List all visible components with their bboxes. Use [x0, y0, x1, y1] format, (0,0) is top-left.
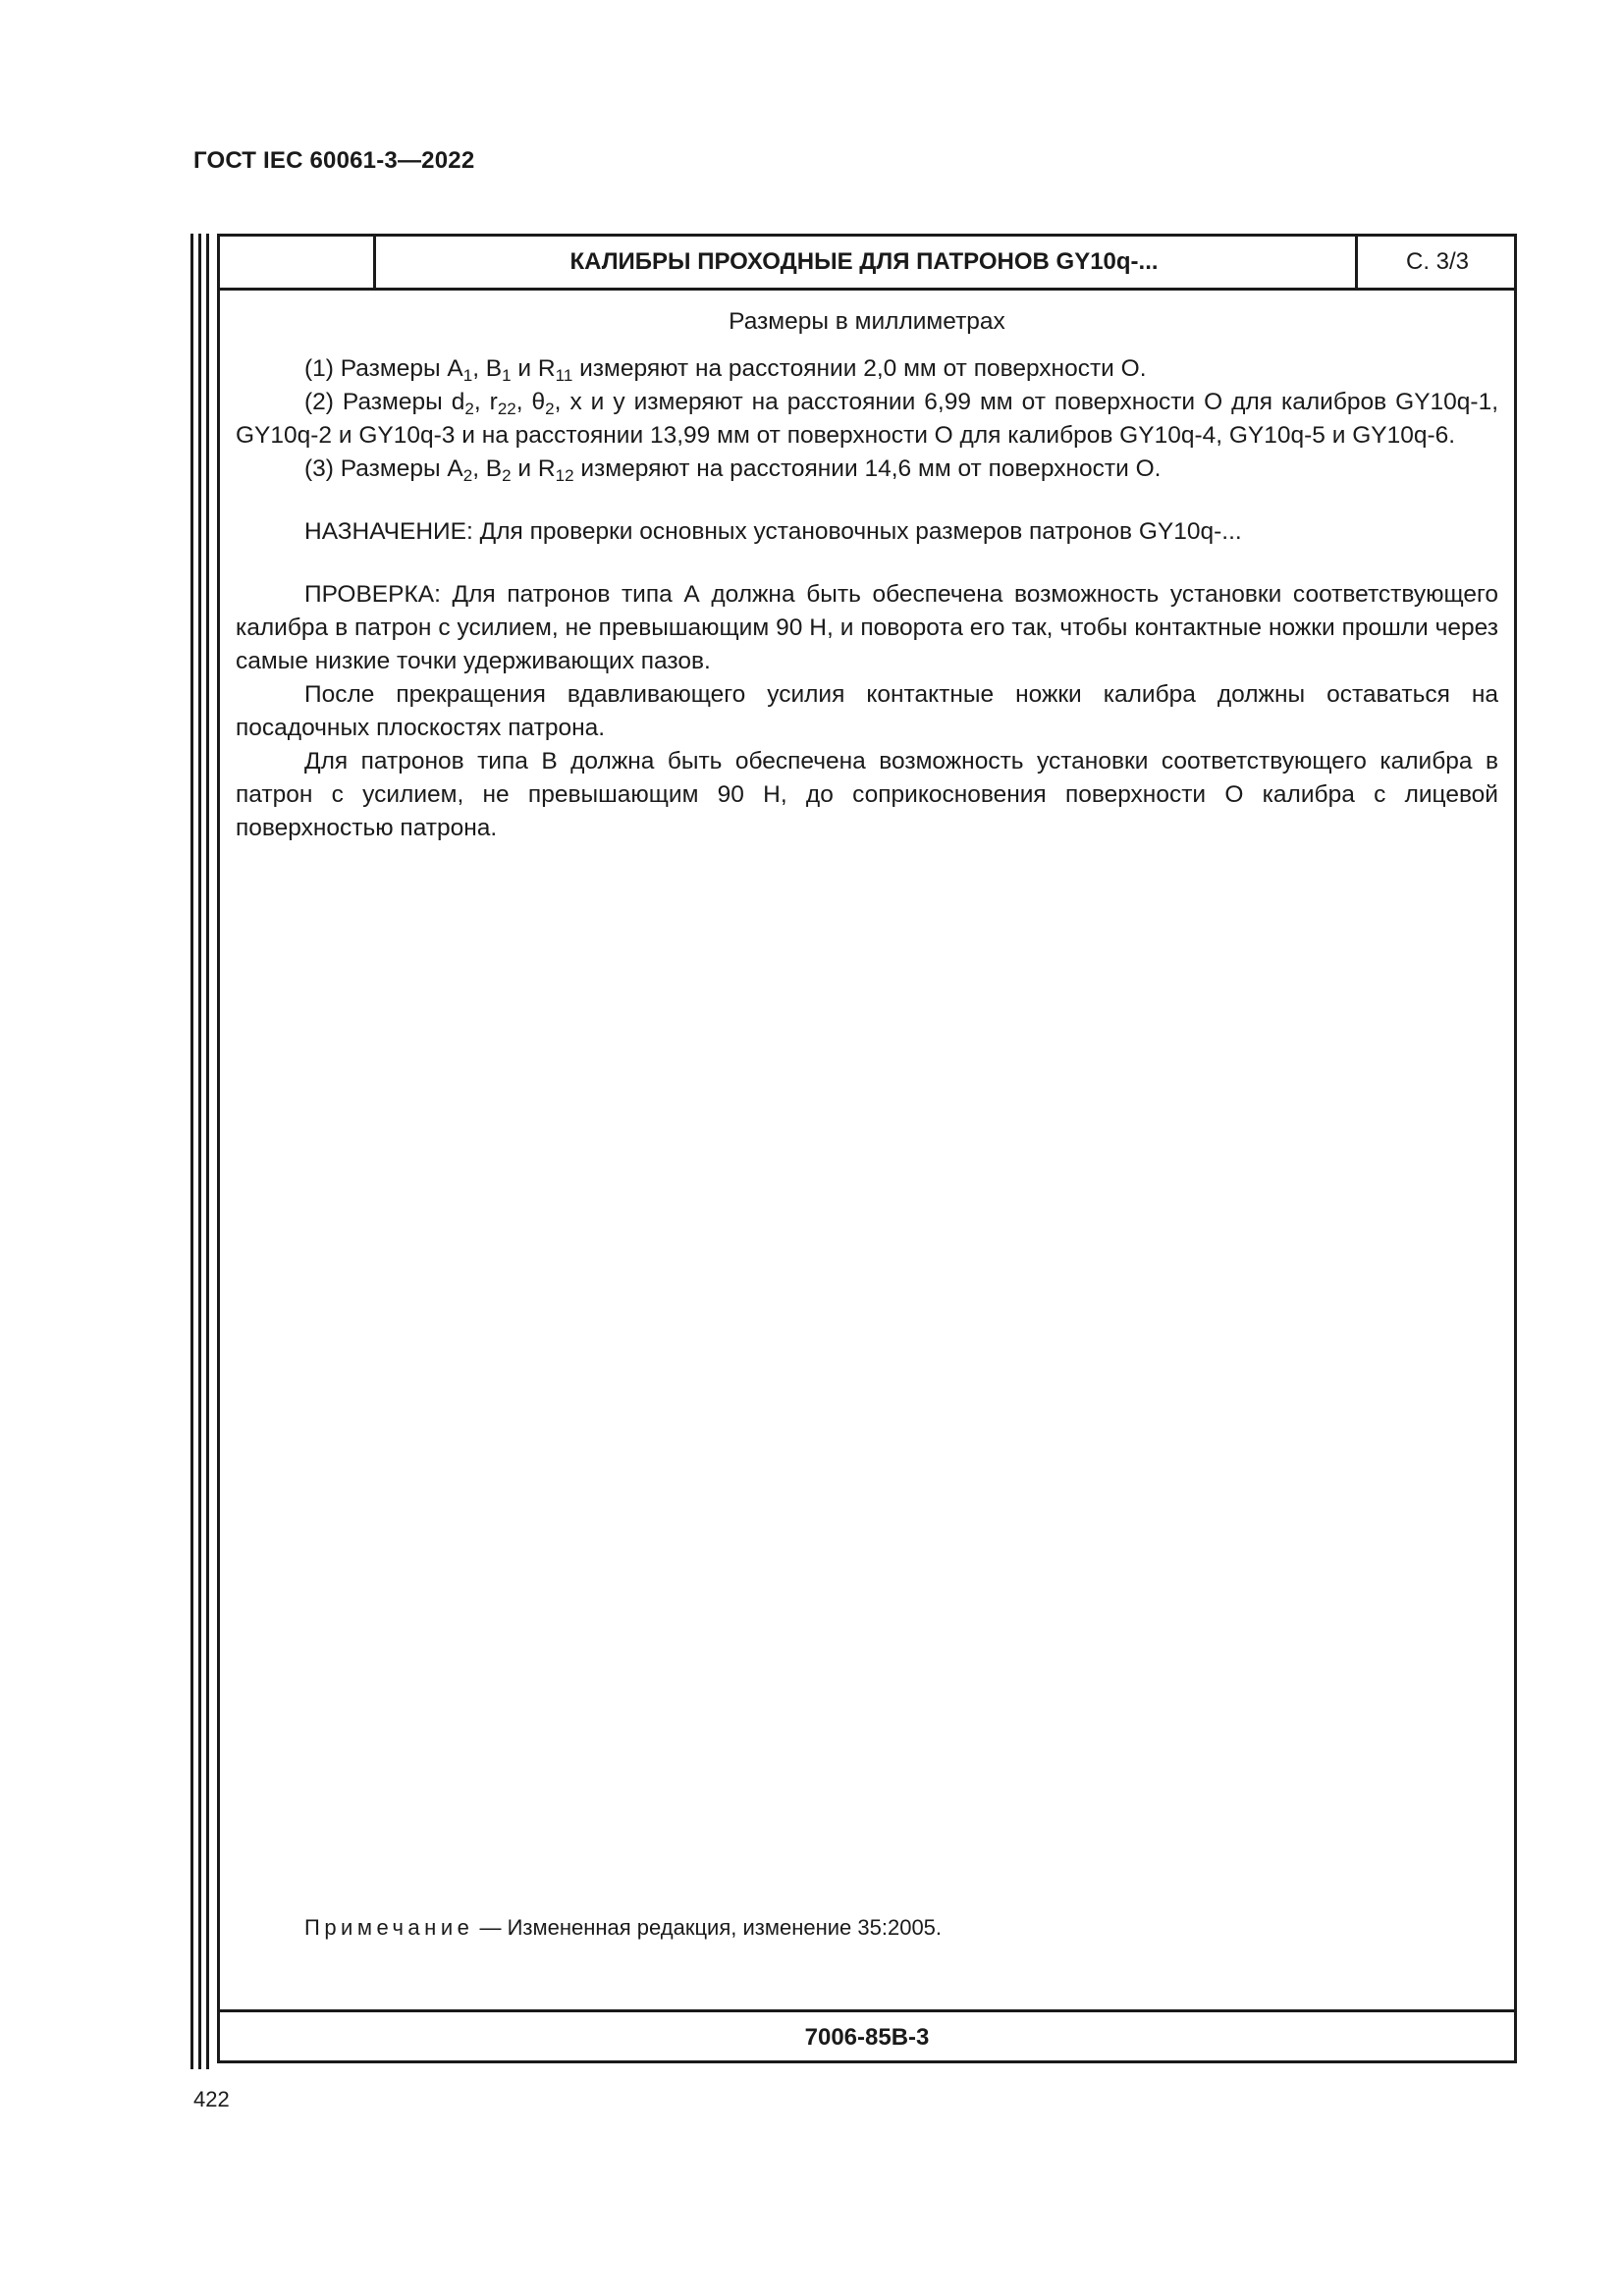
title-row	[220, 237, 1514, 291]
note-text: — Измененная редакция, изменение 35:2005.	[473, 1915, 943, 1940]
sheet-title: КАЛИБРЫ ПРОХОДНЫЕ ДЛЯ ПАТРОНОВ GY10q-...	[569, 248, 1159, 275]
title-empty-cell	[220, 237, 376, 288]
type-b-paragraph: Для патронов типа В должна быть обеспечена возможность установки соответствующего калибра в патрон с усилием, не превышающим 90 Н, до соприкосновения поверхности О калибра с лицевой поверхностью патрона.	[236, 748, 1498, 841]
document-header: ГОСТ IEC 60061-3—2022	[193, 147, 475, 174]
title-cell	[376, 237, 1352, 288]
note-label: Примечание	[304, 1915, 474, 1940]
note-3: (3) Размеры $A_2$, $B_2$ и $R_{12}$ измеряют на расстоянии 14,6 мм от поверхности О.	[304, 455, 1162, 485]
note-2: (2) Размеры $d_2$, $r_{22}$, $\theta_2$, x и y измеряют на расстоянии 6,99 мм от поверхности О для калибров GY10q-1, GY10q-2 и GY10q-3 и на расстоянии 13,99 мм от поверхности О для калибров GY10q-4, GY10q-5 и GY10q-6.	[236, 389, 1499, 449]
binding-line-middle	[198, 234, 201, 2069]
after-release-paragraph: После прекращения вдавливающего усилия контактные ножки калибра должны оставаться на посадочных плоскостях патрона.	[236, 681, 1498, 741]
binding-line-outer	[190, 234, 193, 2069]
page-number: 422	[193, 2087, 230, 2111]
units-caption: Размеры в миллиметрах	[729, 308, 1005, 335]
binding-line-inner	[206, 234, 209, 2069]
note-1: (1) Размеры $A_1$, $B_1$ и $R_{11}$ измеряют на расстоянии 2,0 мм от поверхности О.	[304, 355, 1147, 385]
sheet-frame	[217, 234, 1517, 2063]
body-text	[236, 305, 1498, 845]
amendment-note	[304, 1915, 942, 1941]
sheet-number: С. 3/3	[1355, 237, 1517, 288]
footer-code: 7006-85B-3	[220, 2009, 1514, 2063]
purpose-paragraph: НАЗНАЧЕНИЕ: Для проверки основных установочных размеров патронов GY10q-...	[304, 518, 1242, 545]
check-paragraph: ПРОВЕРКА: Для патронов типа А должна быть обеспечена возможность установки соответствующего калибра в патрон с усилием, не превышающим 90 Н, и поворота его так, чтобы контактные ножки прошли через самые низкие точки удерживающих пазов.	[236, 581, 1498, 674]
